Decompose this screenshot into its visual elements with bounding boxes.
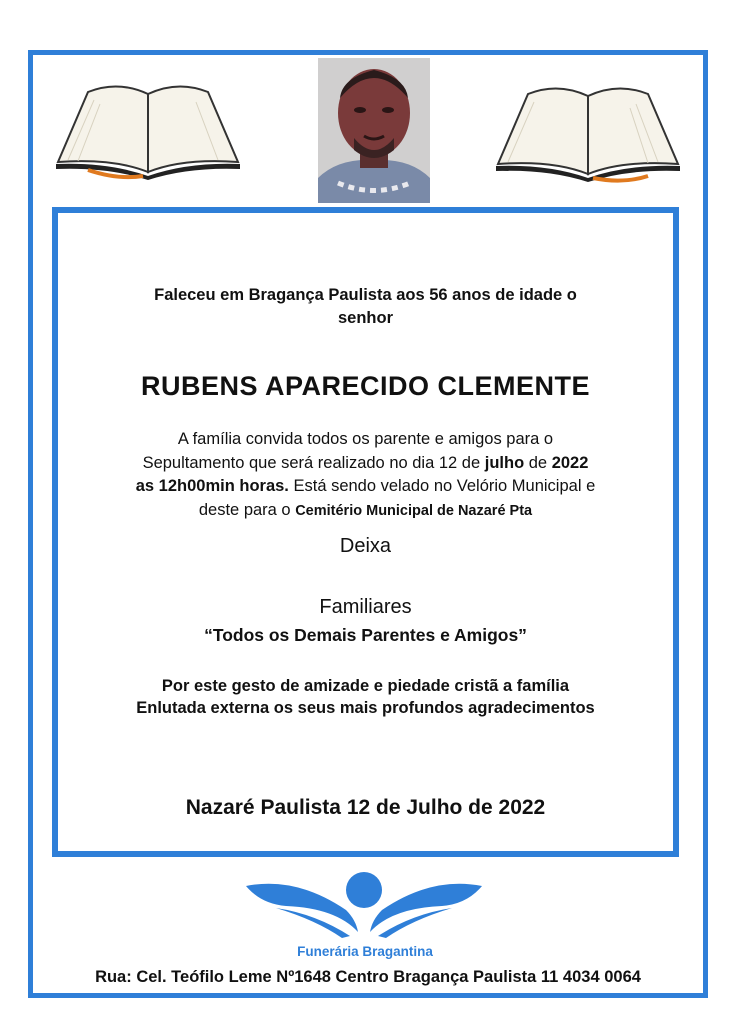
details-month: julho — [484, 453, 525, 472]
intro-line: Faleceu em Bragança Paulista aos 56 anos de idade o — [154, 286, 577, 304]
details-line — [60, 452, 671, 476]
details-time: as 12h00min horas. — [135, 477, 289, 495]
funeral-home-name: Funerária Bragantina — [297, 944, 433, 959]
death-announcement-intro — [60, 284, 671, 330]
details-year: 2022 — [551, 453, 589, 472]
deceased-name: RUBENS APARECIDO CLEMENTE — [140, 371, 591, 401]
place-date: Nazaré Paulista 12 de Julho de 2022 — [185, 796, 546, 819]
familiares-label: Familiares — [319, 596, 412, 618]
details-text: A família convida todos os parente e amigos para o — [177, 430, 554, 448]
funeral-home-logo — [246, 868, 482, 940]
details-cemetery: Cemitério Municipal de Nazaré Pta — [295, 502, 533, 519]
details-text: Está sendo velado no Velório Municipal e — [288, 477, 596, 495]
open-bible-icon — [488, 74, 683, 184]
open-bible-icon — [48, 72, 243, 182]
deixa-label: Deixa — [339, 535, 392, 557]
intro-line: senhor — [337, 309, 393, 327]
funeral-home-address: Rua: Cel. Teófilo Leme Nº1648 Centro Bragança Paulista 11 4034 0064 — [95, 968, 641, 986]
funeral-details — [60, 428, 671, 523]
details-line — [60, 428, 671, 452]
thanks-line: Enlutada externa os seus mais profundos agradecimentos — [136, 699, 595, 717]
deceased-photo — [318, 58, 430, 203]
thanks-message — [60, 675, 671, 719]
details-line — [60, 475, 671, 499]
details-text: Sepultamento que será realizado no dia 12 de — [142, 453, 485, 472]
thanks-line: Por este gesto de amizade e piedade cristã a família — [161, 677, 570, 695]
details-line — [60, 499, 671, 524]
details-text: de — [524, 453, 552, 472]
familiares-text: “Todos os Demais Parentes e Amigos” — [204, 625, 527, 645]
details-text: deste para o — [198, 500, 296, 519]
